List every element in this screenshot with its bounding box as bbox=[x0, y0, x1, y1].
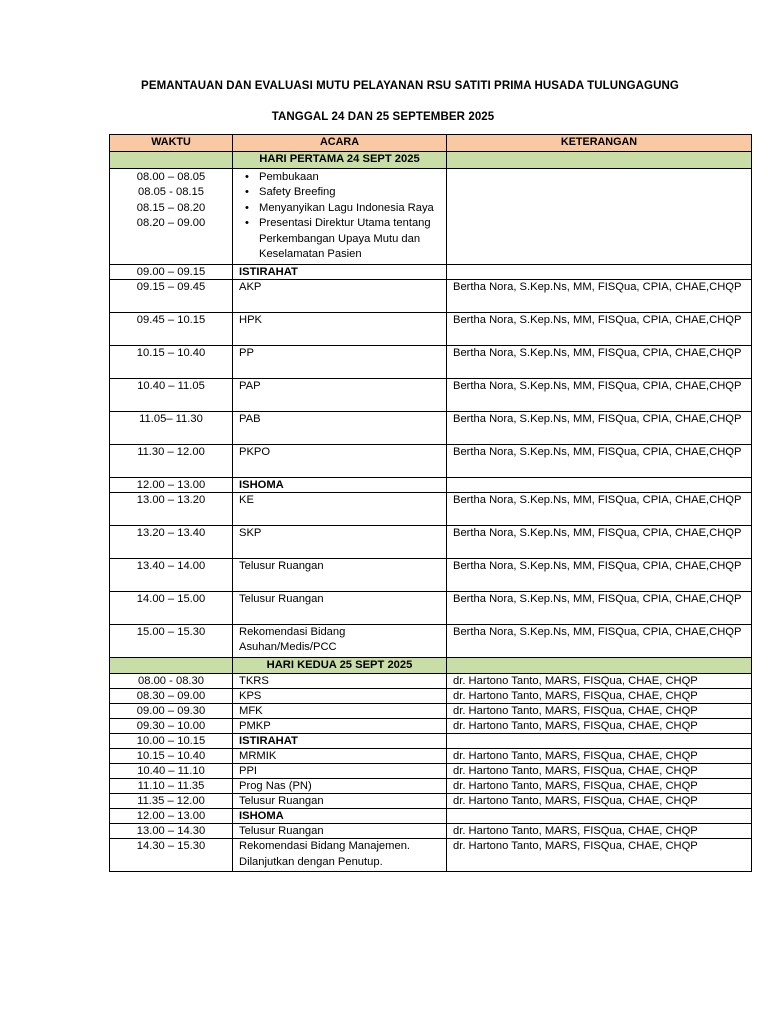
cell-waktu: 09.30 – 10.00 bbox=[110, 719, 233, 734]
header-acara: ACARA bbox=[233, 135, 447, 152]
cell-waktu: 13.00 – 14.30 bbox=[110, 824, 233, 839]
opening-time: 08.00 – 08.05 bbox=[136, 170, 206, 183]
document-title: PEMANTAUAN DAN EVALUASI MUTU PELAYANAN RSU SATITI PRIMA HUSADA TULUNGAGUNG bbox=[141, 80, 679, 92]
opening-item: • Menyanyikan Lagu Indonesia Raya bbox=[259, 201, 440, 217]
table-row bbox=[110, 624, 752, 657]
cell-acara: PP bbox=[233, 345, 447, 378]
opening-list bbox=[239, 170, 440, 263]
cell-keterangan: Bertha Nora, S.Kep.Ns, MM, FISQua, CPIA, CHAE,CHQP bbox=[447, 378, 752, 411]
day2-label: HARI KEDUA 25 SEPT 2025 bbox=[233, 657, 447, 674]
day1-side-right bbox=[447, 152, 752, 169]
cell-keterangan: dr. Hartono Tanto, MARS, FISQua, CHAE, CHQP bbox=[447, 689, 752, 704]
cell-keterangan: Bertha Nora, S.Kep.Ns, MM, FISQua, CPIA, CHAE,CHQP bbox=[447, 411, 752, 444]
cell-waktu: 10.40 – 11.10 bbox=[110, 764, 233, 779]
table-row bbox=[110, 824, 752, 839]
cell-keterangan: Bertha Nora, S.Kep.Ns, MM, FISQua, CPIA, CHAE,CHQP bbox=[447, 591, 752, 624]
cell-keterangan: Bertha Nora, S.Kep.Ns, MM, FISQua, CPIA, CHAE,CHQP bbox=[447, 624, 752, 657]
cell-waktu: 11.05– 11.30 bbox=[110, 411, 233, 444]
cell-waktu: 10.00 – 10.15 bbox=[110, 734, 233, 749]
cell-acara: MFK bbox=[233, 704, 447, 719]
table-row bbox=[110, 749, 752, 764]
table-row bbox=[110, 525, 752, 558]
table-row bbox=[110, 809, 752, 824]
cell-waktu: 13.20 – 13.40 bbox=[110, 525, 233, 558]
table-row bbox=[110, 764, 752, 779]
cell-waktu: 11.35 – 12.00 bbox=[110, 794, 233, 809]
cell-keterangan: dr. Hartono Tanto, MARS, FISQua, CHAE, CHQP bbox=[447, 719, 752, 734]
table-row bbox=[110, 719, 752, 734]
day1-row bbox=[110, 152, 752, 169]
cell-waktu: 08.00 - 08.30 bbox=[110, 674, 233, 689]
table-row bbox=[110, 312, 752, 345]
day1-label: HARI PERTAMA 24 SEPT 2025 bbox=[233, 152, 447, 169]
cell-acara: ISTIRAHAT bbox=[233, 264, 447, 279]
opening-item: • Safety Breefing bbox=[259, 185, 440, 201]
cell-waktu: 10.40 – 11.05 bbox=[110, 378, 233, 411]
opening-time: 08.05 - 08.15 bbox=[138, 186, 204, 198]
table-row bbox=[110, 839, 752, 872]
table-row bbox=[110, 492, 752, 525]
table-row bbox=[110, 558, 752, 591]
opening-items bbox=[233, 168, 447, 264]
cell-acara: MRMIK bbox=[233, 749, 447, 764]
cell-keterangan: Bertha Nora, S.Kep.Ns, MM, FISQua, CPIA, CHAE,CHQP bbox=[447, 279, 752, 312]
table-row bbox=[110, 674, 752, 689]
cell-keterangan: dr. Hartono Tanto, MARS, FISQua, CHAE, CHQP bbox=[447, 779, 752, 794]
cell-waktu: 13.00 – 13.20 bbox=[110, 492, 233, 525]
cell-acara: ISHOMA bbox=[233, 809, 447, 824]
table-row bbox=[110, 689, 752, 704]
cell-waktu: 09.15 – 09.45 bbox=[110, 279, 233, 312]
opening-keterangan bbox=[447, 168, 752, 264]
opening-time: 08.15 – 08.20 bbox=[136, 201, 206, 214]
cell-keterangan bbox=[447, 264, 752, 279]
cell-waktu: 08.30 – 09.00 bbox=[110, 689, 233, 704]
cell-keterangan: dr. Hartono Tanto, MARS, FISQua, CHAE, CHQP bbox=[447, 704, 752, 719]
cell-keterangan: Bertha Nora, S.Kep.Ns, MM, FISQua, CPIA, CHAE,CHQP bbox=[447, 444, 752, 477]
cell-keterangan bbox=[447, 734, 752, 749]
schedule-table bbox=[109, 134, 752, 872]
cell-acara: Telusur Ruangan bbox=[233, 824, 447, 839]
table-row bbox=[110, 411, 752, 444]
cell-keterangan: Bertha Nora, S.Kep.Ns, MM, FISQua, CPIA, CHAE,CHQP bbox=[447, 525, 752, 558]
table-row bbox=[110, 477, 752, 492]
header-row bbox=[110, 135, 752, 152]
opening-row bbox=[110, 168, 752, 264]
cell-acara: PAB bbox=[233, 411, 447, 444]
cell-waktu: 12.00 – 13.00 bbox=[110, 809, 233, 824]
cell-waktu: 13.40 – 14.00 bbox=[110, 558, 233, 591]
cell-acara: Telusur Ruangan bbox=[233, 558, 447, 591]
cell-acara: AKP bbox=[233, 279, 447, 312]
cell-acara: ISTIRAHAT bbox=[233, 734, 447, 749]
cell-keterangan bbox=[447, 477, 752, 492]
cell-keterangan: dr. Hartono Tanto, MARS, FISQua, CHAE, CHQP bbox=[447, 824, 752, 839]
cell-acara: PMKP bbox=[233, 719, 447, 734]
cell-acara: HPK bbox=[233, 312, 447, 345]
cell-acara: PAP bbox=[233, 378, 447, 411]
day2-side-left bbox=[110, 657, 233, 674]
table-row bbox=[110, 345, 752, 378]
cell-acara: Rekomendasi Bidang Asuhan/Medis/PCC bbox=[233, 624, 447, 657]
cell-acara: Telusur Ruangan bbox=[233, 794, 447, 809]
table-row bbox=[110, 264, 752, 279]
table-row bbox=[110, 279, 752, 312]
cell-waktu: 11.30 – 12.00 bbox=[110, 444, 233, 477]
cell-acara: PPI bbox=[233, 764, 447, 779]
header-keterangan: KETERANGAN bbox=[447, 135, 752, 152]
table-row bbox=[110, 734, 752, 749]
header-waktu: WAKTU bbox=[110, 135, 233, 152]
cell-waktu: 09.00 – 09.30 bbox=[110, 704, 233, 719]
cell-waktu: 12.00 – 13.00 bbox=[110, 477, 233, 492]
day1-side-left bbox=[110, 152, 233, 169]
table-row bbox=[110, 378, 752, 411]
table-row bbox=[110, 444, 752, 477]
cell-acara: Prog Nas (PN) bbox=[233, 779, 447, 794]
table-row bbox=[110, 779, 752, 794]
opening-item: • Presentasi Direktur Utama tentang Perkembangan Upaya Mutu dan Keselamatan Pasien bbox=[259, 216, 440, 263]
cell-keterangan: dr. Hartono Tanto, MARS, FISQua, CHAE, CHQP bbox=[447, 764, 752, 779]
cell-keterangan: dr. Hartono Tanto, MARS, FISQua, CHAE, CHQP bbox=[447, 794, 752, 809]
cell-acara: Rekomendasi Bidang Manajemen. Dilanjutkan dengan Penutup. bbox=[233, 839, 447, 872]
cell-acara: TKRS bbox=[233, 674, 447, 689]
cell-waktu: 09.00 – 09.15 bbox=[110, 264, 233, 279]
cell-keterangan: Bertha Nora, S.Kep.Ns, MM, FISQua, CPIA, CHAE,CHQP bbox=[447, 492, 752, 525]
table-row bbox=[110, 591, 752, 624]
cell-acara: SKP bbox=[233, 525, 447, 558]
day2-side-right bbox=[447, 657, 752, 674]
table-row bbox=[110, 794, 752, 809]
cell-waktu: 14.30 – 15.30 bbox=[110, 839, 233, 872]
cell-acara: PKPO bbox=[233, 444, 447, 477]
cell-waktu: 14.00 – 15.00 bbox=[110, 591, 233, 624]
cell-keterangan bbox=[447, 809, 752, 824]
cell-keterangan: dr. Hartono Tanto, MARS, FISQua, CHAE, CHQP bbox=[447, 674, 752, 689]
cell-keterangan: dr. Hartono Tanto, MARS, FISQua, CHAE, CHQP bbox=[447, 749, 752, 764]
cell-acara: Telusur Ruangan bbox=[233, 591, 447, 624]
cell-keterangan: Bertha Nora, S.Kep.Ns, MM, FISQua, CPIA, CHAE,CHQP bbox=[447, 558, 752, 591]
cell-waktu: 11.10 – 11.35 bbox=[110, 779, 233, 794]
cell-keterangan: dr. Hartono Tanto, MARS, FISQua, CHAE, CHQP bbox=[447, 839, 752, 872]
document-subtitle: TANGGAL 24 DAN 25 SEPTEMBER 2025 bbox=[271, 111, 495, 123]
cell-keterangan: Bertha Nora, S.Kep.Ns, MM, FISQua, CPIA, CHAE,CHQP bbox=[447, 345, 752, 378]
cell-acara: ISHOMA bbox=[233, 477, 447, 492]
cell-waktu: 10.15 – 10.40 bbox=[110, 749, 233, 764]
table-row bbox=[110, 704, 752, 719]
cell-keterangan: Bertha Nora, S.Kep.Ns, MM, FISQua, CPIA, CHAE,CHQP bbox=[447, 312, 752, 345]
cell-waktu: 10.15 – 10.40 bbox=[110, 345, 233, 378]
cell-waktu: 15.00 – 15.30 bbox=[110, 624, 233, 657]
day2-row bbox=[110, 657, 752, 674]
opening-times bbox=[110, 168, 233, 264]
cell-acara: KPS bbox=[233, 689, 447, 704]
opening-time: 08.20 – 09.00 bbox=[136, 217, 206, 229]
opening-item: • Pembukaan bbox=[259, 170, 440, 186]
cell-acara: KE bbox=[233, 492, 447, 525]
cell-waktu: 09.45 – 10.15 bbox=[110, 312, 233, 345]
